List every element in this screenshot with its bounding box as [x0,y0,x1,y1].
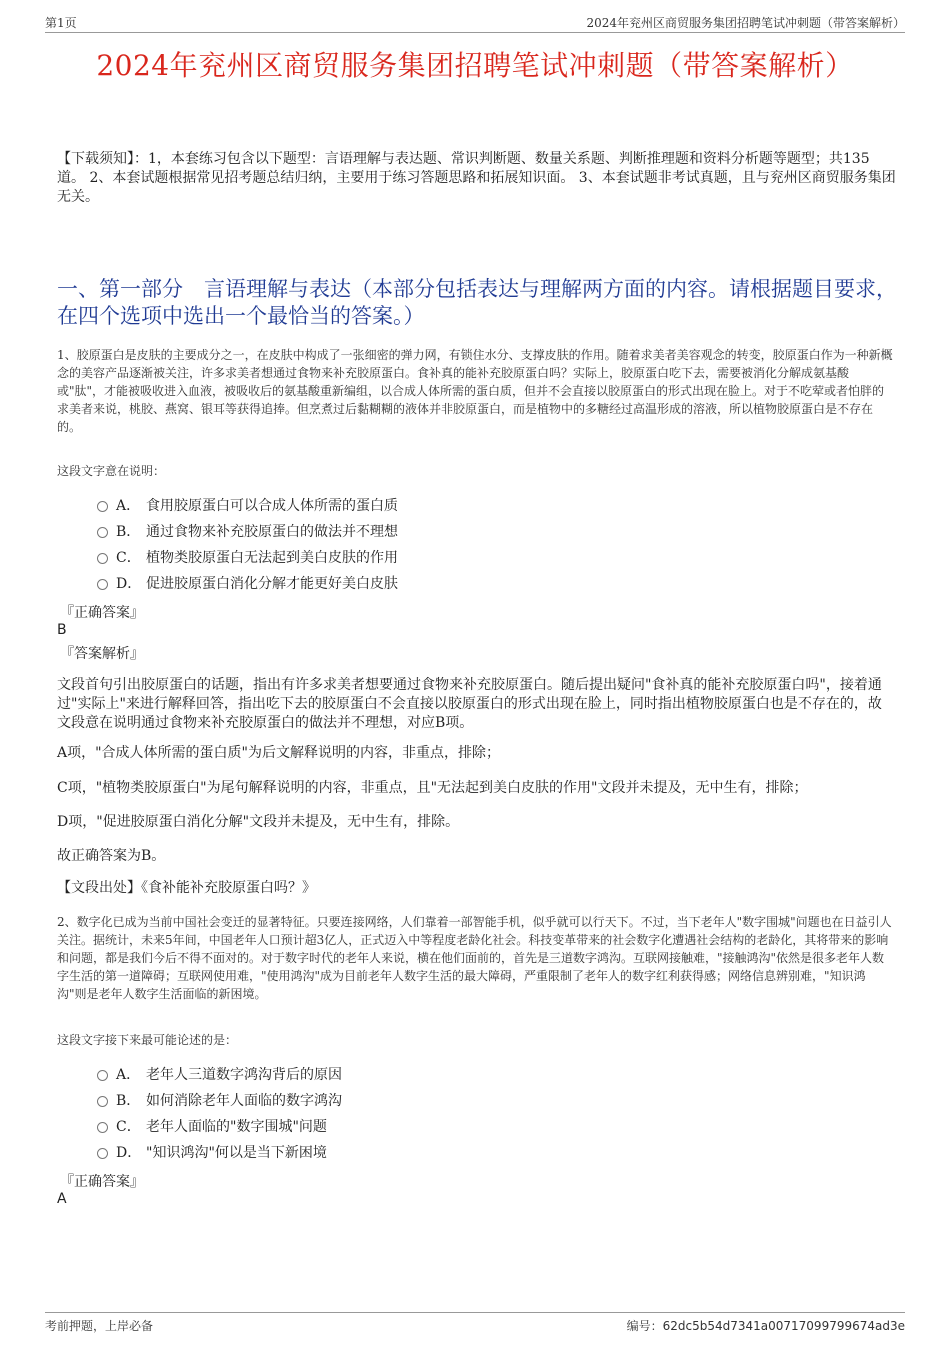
download-notice: 【下载须知】：1，本套练习包含以下题型：言语理解与表达题、常识判断题、数量关系题、判断推理题和资料分析题等题型；共135道。 2、本套试题根据常见招考题总结归纳，主要用于练习答题思路和拓展知识面。 3、本套试题非考试真题，且与兖州区商贸服务集团无关。 [57,151,896,205]
footer-code [627,1317,905,1334]
question-1-option-d[interactable] [97,570,398,596]
option-key: A． [116,498,141,514]
question-1-analysis-tag: 『答案解析』 [60,646,144,662]
option-key: D． [116,1145,142,1161]
page-header [45,10,905,33]
question-2-option-b[interactable] [97,1087,342,1113]
footer-slogan: 考前押题，上岸必备 [45,1319,154,1333]
question-1-stem: 1、胶原蛋白是皮肤的主要成分之一，在皮肤中构成了一张细密的弹力网，有锁住水分、支撑皮肤的作用。随着求美者美容观念的转变，胶原蛋白作为一种新概念的美容产品逐渐被关注，许多求美者想通过食物来补充胶原蛋白。食补真的能补充胶原蛋白吗？实际上，胶原蛋白吃下去，需要被消化分解成氨基酸或"肽"，才能被吸收进入血液，被吸收后的氨基酸重新编组，以合成人体所需的蛋白质，但并不会直接以胶原蛋白的形式出现在脸上。对于不吃荤或者怕胖的求美者来说，桃胶、燕窝、银耳等获得追捧。但烹煮过后黏糊糊的液体并非胶原蛋白，而是植物中的多糖经过高温形成的溶液，所以植物胶原蛋白是不存在的。 [57,348,893,434]
page-footer [45,1312,905,1335]
radio-icon[interactable] [97,501,108,512]
question-1-option-c[interactable] [97,544,398,570]
analysis-paragraph: C项，"植物类胶原蛋白"为尾句解释说明的内容，非重点，且"无法起到美白皮肤的作用"文段并未提及，无中生有，排除； [57,780,808,796]
option-text: "知识鸿沟"何以是当下新困境 [146,1145,327,1161]
question-2-option-d[interactable] [97,1139,342,1165]
page-number: 第1页 [45,16,77,30]
question-2-option-a[interactable] [97,1061,342,1087]
code-value: 62dc5b54d7341a00717099799674ad3e [662,1319,905,1333]
passage-source: 【文段出处】《食补能补充胶原蛋白吗？》 [57,880,316,896]
question-1-prompt: 这段文字意在说明： [57,464,166,478]
radio-icon[interactable] [97,1070,108,1081]
question-1-answer: B [57,622,67,638]
analysis-paragraph: A项，"合成人体所需的蛋白质"为后文解释说明的内容，非重点，排除； [57,745,500,761]
question-2-option-c[interactable] [97,1113,342,1139]
option-text: 通过食物来补充胶原蛋白的做法并不理想 [146,524,398,540]
radio-icon[interactable] [97,1122,108,1133]
page-title: 2024年兖州区商贸服务集团招聘笔试冲刺题（带答案解析） [96,49,854,82]
header-doc-title: 2024年兖州区商贸服务集团招聘笔试冲刺题（带答案解析） [586,16,905,30]
analysis-paragraph: D项，"促进胶原蛋白消化分解"文段并未提及，无中生有，排除。 [57,814,460,830]
question-1-option-a[interactable] [97,492,398,518]
question-2-options [97,1061,342,1165]
analysis-paragraph: 文段首句引出胶原蛋白的话题，指出有许多求美者想要通过食物来补充胶原蛋白。随后提出疑问"食补真的能补充胶原蛋白吗"，接着通过"实际上"来进行解释回答，指出吃下去的胶原蛋白不会直接以胶原蛋白的形式出现在脸上，同时指出植物胶原蛋白也是不存在的，故文段意在说明通过食物来补充胶原蛋白的做法并不理想，对应B项。 [57,677,882,731]
option-key: C． [116,550,141,566]
analysis-paragraph: 故正确答案为B。 [57,848,166,864]
question-1-option-b[interactable] [97,518,398,544]
question-2-answer: A [57,1191,67,1207]
radio-icon[interactable] [97,579,108,590]
question-2-answer-tag: 『正确答案』 [60,1174,144,1190]
option-text: 老年人三道数字鸿沟背后的原因 [146,1067,342,1083]
option-key: B． [116,1093,141,1109]
radio-icon[interactable] [97,527,108,538]
radio-icon[interactable] [97,1096,108,1107]
option-text: 促进胶原蛋白消化分解才能更好美白皮肤 [146,576,398,592]
question-2-stem: 2、数字化已成为当前中国社会变迁的显著特征。只要连接网络，人们靠着一部智能手机，似乎就可以行天下。不过，当下老年人"数字围城"问题也在日益引人关注。据统计，未来5年间，中国老年人口预计超3亿人，正式迈入中等程度老龄化社会。科技变革带来的社会数字化遭遇社会结构的老龄化，其将带来的影响和问题，都是我们今后不得不面对的。对于数字时代的老年人来说，横在他们面前的，首先是三道数字鸿沟。互联网接触难，"接触鸿沟"依然是很多老年人数字生活的第一道障碍；互联网使用难，"使用鸿沟"成为目前老年人数字生活的最大障碍，严重限制了老年人的数字红利获得感；网络信息辨别难，"知识鸿沟"则是老年人数字生活面临的新困境。 [57,915,892,1001]
option-key: A． [116,1067,141,1083]
option-text: 如何消除老年人面临的数字鸿沟 [146,1093,342,1109]
radio-icon[interactable] [97,1148,108,1159]
code-label: 编号： [626,1319,663,1333]
option-text: 植物类胶原蛋白无法起到美白皮肤的作用 [146,550,398,566]
radio-icon[interactable] [97,553,108,564]
option-key: B． [116,524,141,540]
question-2-prompt: 这段文字接下来最可能论述的是： [57,1033,238,1047]
option-key: C． [116,1119,141,1135]
section-heading: 一、第一部分 言语理解与表达（本部分包括表达与理解两方面的内容。请根据题目要求，在四个选项中选出一个最恰当的答案。） [57,277,897,328]
option-text: 老年人面临的"数字围城"问题 [146,1119,327,1135]
question-1-answer-tag: 『正确答案』 [60,605,144,621]
option-text: 食用胶原蛋白可以合成人体所需的蛋白质 [146,498,398,514]
option-key: D． [116,576,142,592]
question-1-options [97,492,398,596]
